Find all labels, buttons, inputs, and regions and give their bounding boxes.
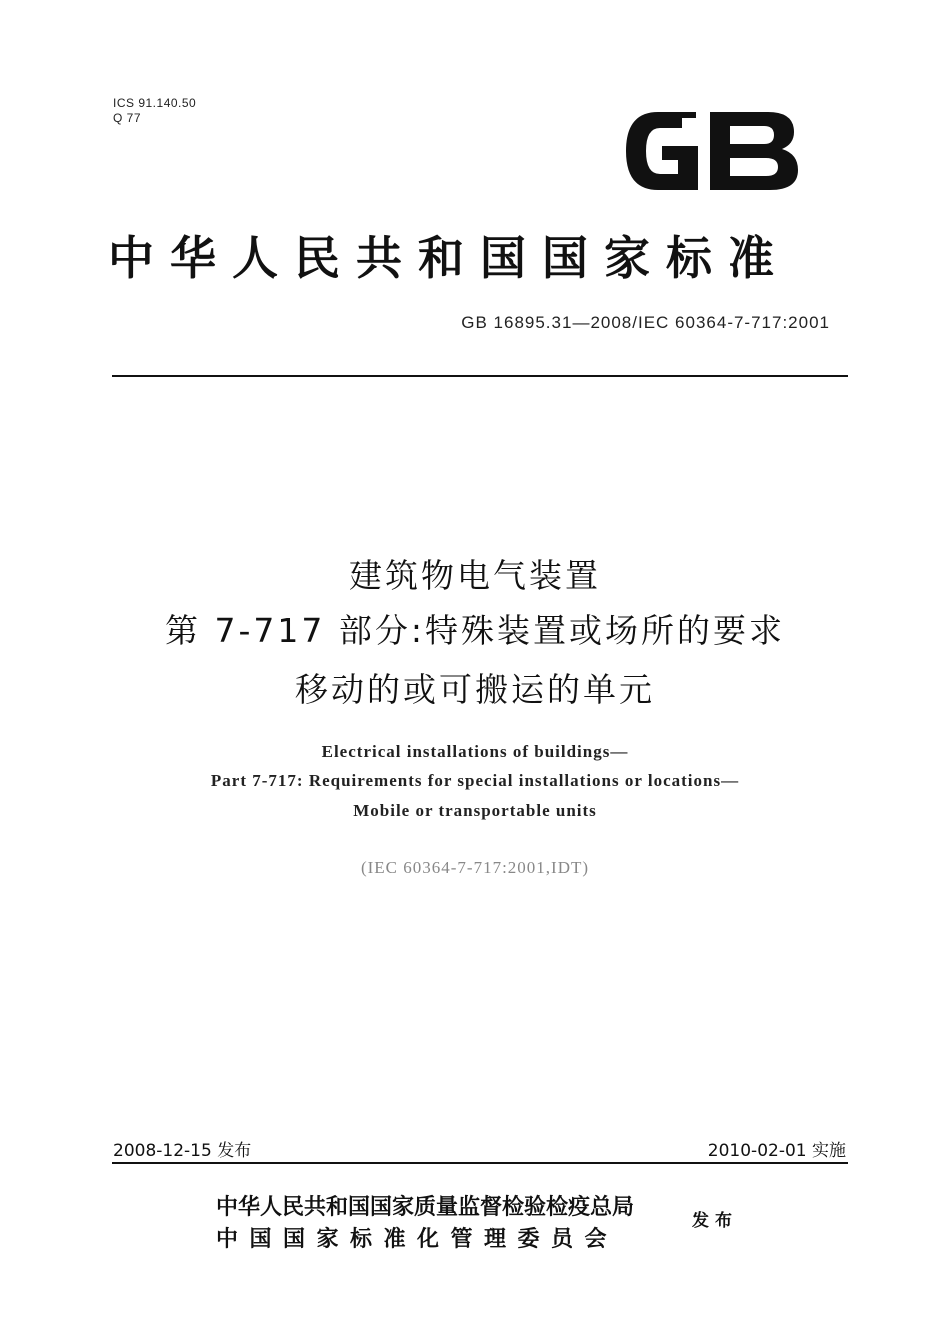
zh-title-line-3: 移动的或可搬运的单元 [295,670,655,709]
equivalence-note: (IEC 60364-7-717:2001,IDT) [360,858,590,877]
standard-number: GB 16895.31—2008/IEC 60364-7-717:2001 [461,313,830,332]
zh-title-line-1: 建筑物电气装置 [349,556,601,595]
national-standard-title: 中华人民共和国国家标准 [108,231,790,285]
ccs-code: Q 77 [113,111,142,125]
en-title-line-3: Mobile or transportable units [353,801,597,820]
en-title-line-1: Electrical installations of buildings— [321,742,629,761]
issuer-aqsiq: 中华人民共和国国家质量监督检验检疫总局 [216,1194,635,1220]
implementation-date: 2010-02-01 实施 [707,1141,846,1161]
gb-logo [618,104,800,198]
ics-code: ICS 91.140.50 [113,96,197,110]
en-title-line-2: Part 7-717: Requirements for special installations or locations— [210,771,740,790]
publish-label: 发布 [692,1211,738,1231]
zh-title-line-2: 第 7-717 部分:特殊装置或场所的要求 [165,611,785,650]
top-divider [112,375,848,377]
bottom-divider [112,1162,848,1164]
issue-date: 2008-12-15 发布 [113,1141,252,1161]
classification-codes [113,96,196,126]
issuer-sac: 中国国家标准化管理委员会 [216,1226,619,1252]
